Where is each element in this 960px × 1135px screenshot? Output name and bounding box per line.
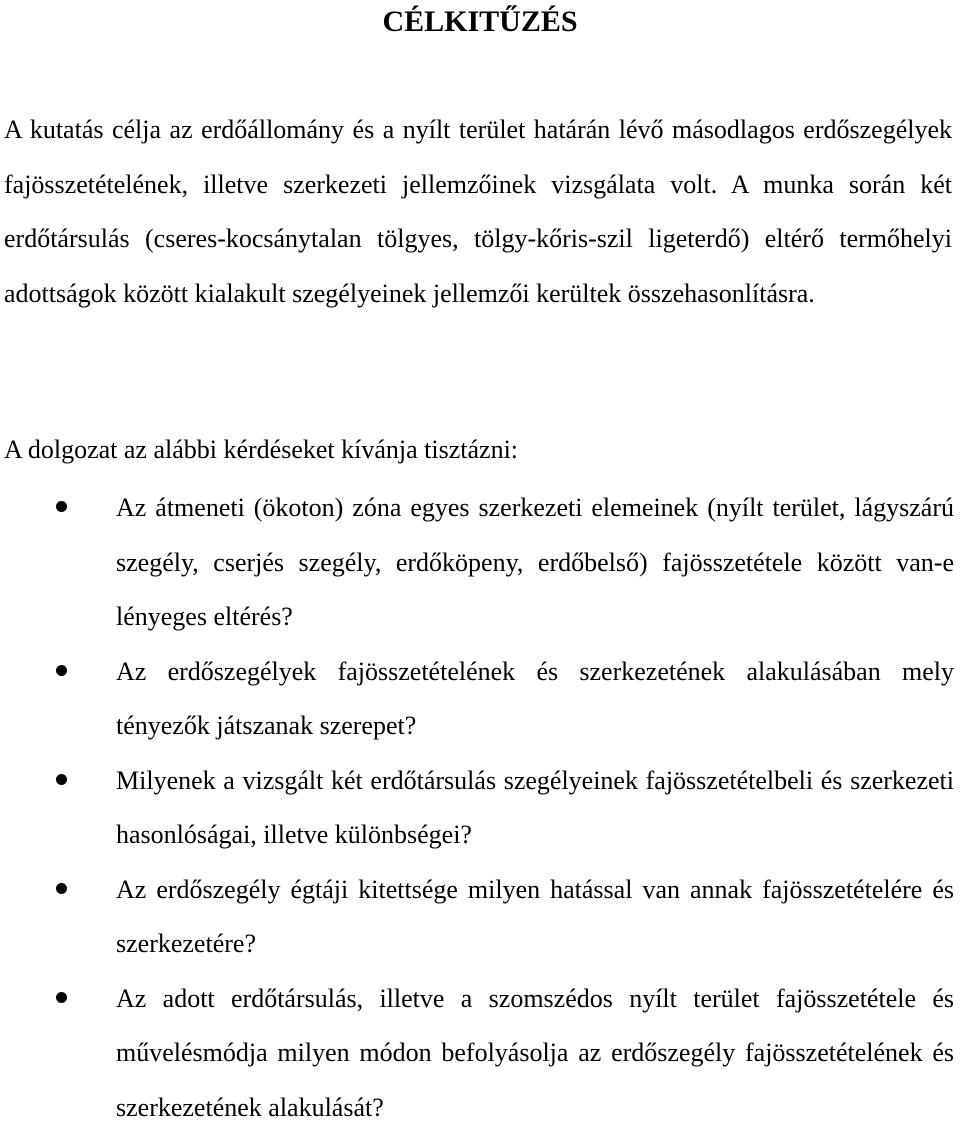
bullet-icon xyxy=(56,501,67,512)
page-title: CÉLKITŰZÉS xyxy=(0,2,960,42)
bullet-icon xyxy=(56,774,67,785)
question-list xyxy=(0,481,960,1135)
list-item xyxy=(0,972,954,1135)
list-item xyxy=(0,754,954,863)
question-text: Az erdőszegélyek fajösszetételének és szerkezetének alakulásában mely tényezők játszanak szerepet? xyxy=(116,657,954,741)
list-item xyxy=(0,645,954,754)
bullet-icon xyxy=(56,992,67,1003)
intro-paragraph: A kutatás célja az erdőállomány és a nyílt terület határán lévő másodlagos erdőszegélyek fajösszetételének, illetve szerkezeti jellemzőinek vizsgálata volt. A munka során két erdőtársulás (cseres-kocsánytalan tölgyes, tölgy-kőris-szil ligeterdő) eltérő termőhelyi adottságok között kialakult szegélyeinek jellemzői kerültek összehasonlításra. xyxy=(4,103,952,321)
questions-lead: A dolgozat az alábbi kérdéseket kívánja tisztázni: xyxy=(4,423,952,478)
question-text: Az erdőszegély égtáji kitettsége milyen hatással van annak fajösszetételére és szerkezetére? xyxy=(116,875,954,959)
list-item xyxy=(0,481,954,645)
question-text: Milyenek a vizsgált két erdőtársulás szegélyeinek fajösszetételbeli és szerkezeti hasonlóságai, illetve különbségei? xyxy=(116,766,954,850)
bullet-icon xyxy=(56,665,67,676)
bullet-icon xyxy=(56,883,67,894)
list-item xyxy=(0,863,954,972)
question-text: Az átmeneti (ökoton) zóna egyes szerkezeti elemeinek (nyílt terület, lágyszárú szegély, cserjés szegély, erdőköpeny, erdőbelső) fajösszetétele között van-e lényeges eltérés? xyxy=(116,493,954,631)
question-text: Az adott erdőtársulás, illetve a szomszédos nyílt terület fajösszetétele és művelésmódja milyen módon befolyásolja az erdőszegély fajösszetételének és szerkezetének alakulását? xyxy=(116,984,954,1122)
